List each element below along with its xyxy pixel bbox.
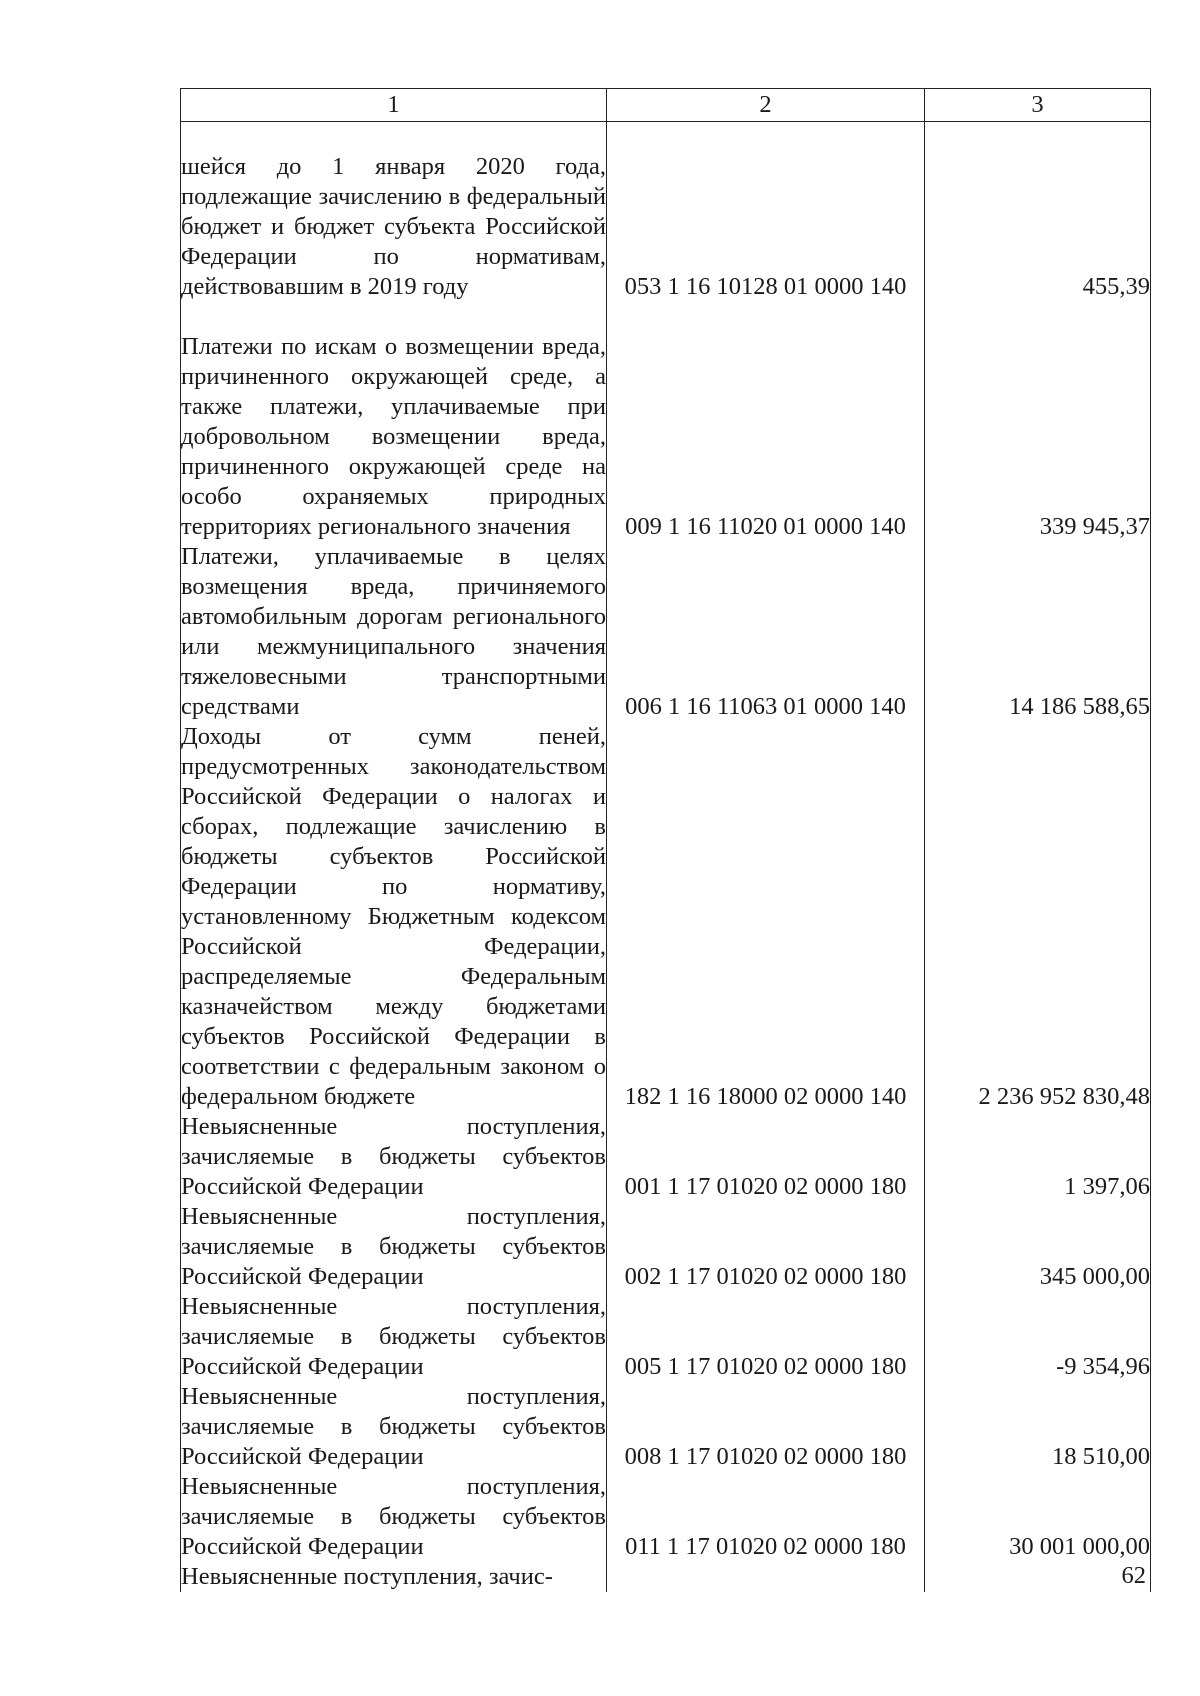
row-amount: 18 510,00 bbox=[925, 1382, 1151, 1472]
row-amount: 345 000,00 bbox=[925, 1202, 1151, 1292]
row-code: 009 1 16 11020 01 0000 140 bbox=[607, 302, 925, 542]
row-amount: 339 945,37 bbox=[925, 302, 1151, 542]
row-amount: -9 354,96 bbox=[925, 1292, 1151, 1382]
row-amount: 14 186 588,65 bbox=[925, 542, 1151, 722]
row-code: 005 1 17 01020 02 0000 180 bbox=[607, 1292, 925, 1382]
row-description: шейся до 1 января 2020 года, подлежащие зачислению в федеральный бюджет и бюджет субъекта Российской Федерации по нормативам, действовавшим в 2019 году bbox=[181, 122, 607, 302]
header-row bbox=[181, 89, 1151, 122]
row-amount: 1 397,06 bbox=[925, 1112, 1151, 1202]
row-description: Невыясненные поступления, зачисляемые в бюджеты субъектов Российской Федерации bbox=[181, 1472, 606, 1560]
table-row bbox=[181, 1472, 1151, 1562]
table-row bbox=[181, 1292, 1151, 1382]
table-row bbox=[181, 1562, 1151, 1592]
row-code: 053 1 16 10128 01 0000 140 bbox=[607, 122, 925, 302]
row-description: Платежи, уплачиваемые в целях возмещения вреда, причиняемого автомобильным дорогам регионального или межмуниципального значения тяжеловесными транспортными средствами bbox=[181, 542, 606, 720]
row-code: 002 1 17 01020 02 0000 180 bbox=[607, 1202, 925, 1292]
table-row bbox=[181, 1382, 1151, 1472]
row-code bbox=[607, 1562, 925, 1592]
row-code: 182 1 16 18000 02 0000 140 bbox=[607, 722, 925, 1112]
row-description: Платежи по искам о возмещении вреда, причиненного окружающей среде, а также платежи, уплачиваемые при добровольном возмещении вреда, причиненного окружающей среде на особо охраняемых природных территориях регионального значения bbox=[181, 302, 607, 542]
row-description: Невыясненные поступления, зачисляемые в бюджеты субъектов Российской Федерации bbox=[181, 1382, 606, 1470]
row-code: 008 1 17 01020 02 0000 180 bbox=[607, 1382, 925, 1472]
row-amount: 455,39 bbox=[925, 122, 1151, 302]
page-number: 62 bbox=[1121, 1562, 1146, 1589]
column-header-3: 3 bbox=[925, 89, 1151, 122]
column-header-2: 2 bbox=[607, 89, 925, 122]
revenue-table bbox=[180, 88, 1151, 1592]
row-code: 006 1 16 11063 01 0000 140 bbox=[607, 542, 925, 722]
table-row bbox=[181, 722, 1151, 1112]
table-row bbox=[181, 1202, 1151, 1292]
row-code: 011 1 17 01020 02 0000 180 bbox=[607, 1472, 925, 1562]
table-row bbox=[181, 122, 1151, 302]
row-description: Доходы от сумм пеней, предусмотренных законодательством Российской Федерации о налогах и сборах, подлежащие зачислению в бюджеты субъектов Российской Федерации по нормативу, установленному Бюджетным кодексом Российской Федерации, распределяемые Федеральным казначейством между бюджетами субъектов Российской Федерации в соответствии с федеральным законом о федеральном бюджете bbox=[181, 722, 606, 1110]
row-description: Невыясненные поступления, зачисляемые в бюджеты субъектов Российской Федерации bbox=[181, 1202, 606, 1290]
row-description: Невыясненные поступления, зачис- bbox=[181, 1562, 607, 1592]
row-amount: 30 001 000,00 bbox=[925, 1472, 1151, 1562]
table-row bbox=[181, 302, 1151, 542]
table-row bbox=[181, 542, 1151, 722]
row-description: Невыясненные поступления, зачисляемые в бюджеты субъектов Российской Федерации bbox=[181, 1292, 606, 1380]
row-code: 001 1 17 01020 02 0000 180 bbox=[607, 1112, 925, 1202]
row-description: Невыясненные поступления, зачисляемые в бюджеты субъектов Российской Федерации bbox=[181, 1112, 606, 1200]
column-header-1: 1 bbox=[181, 89, 607, 122]
table-row bbox=[181, 1112, 1151, 1202]
row-amount: 2 236 952 830,48 bbox=[925, 722, 1151, 1112]
